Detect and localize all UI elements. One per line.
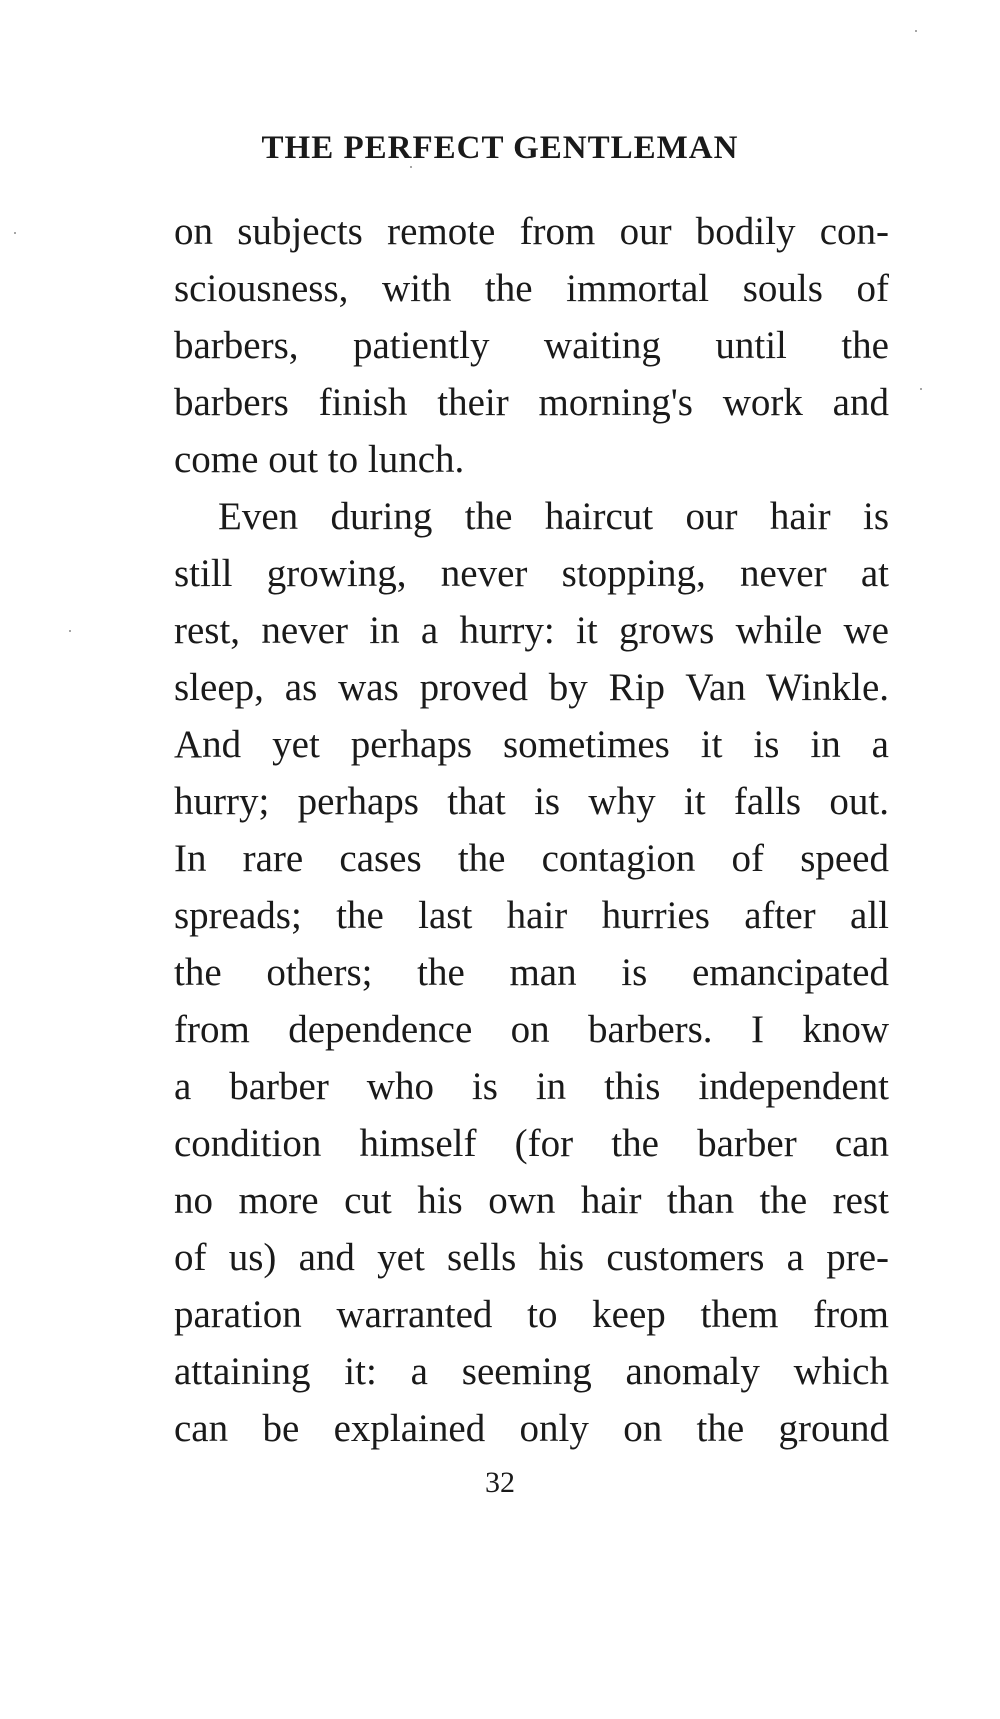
text-line: paration warranted to keep them from (174, 1293, 889, 1336)
text-line: hurry; perhaps that is why it falls out. (174, 780, 889, 823)
paragraph-start-line: Even during the haircut our hair is (218, 495, 889, 538)
text-line: still growing, never stopping, never at (174, 552, 889, 595)
scan-speck (410, 166, 412, 168)
text-line: can be explained only on the ground (174, 1407, 889, 1450)
text-line: sleep, as was proved by Rip Van Winkle. (174, 666, 889, 709)
text-line: condition himself (for the barber can (174, 1122, 889, 1165)
text-line: sciousness, with the immortal souls of (174, 267, 889, 310)
text-line: of us) and yet sells his customers a pre- (174, 1236, 889, 1279)
text-line: barbers finish their morning's work and (174, 381, 889, 424)
text-line: rest, never in a hurry: it grows while we (174, 609, 889, 652)
scan-speck (14, 232, 16, 234)
text-line: In rare cases the contagion of speed (174, 837, 889, 880)
text-line: barbers, patiently waiting until the (174, 324, 889, 367)
scan-speck (69, 630, 71, 632)
running-head: THE PERFECT GENTLEMAN (261, 130, 739, 166)
text-line: from dependence on barbers. I know (174, 1008, 889, 1051)
text-line: come out to lunch. (174, 438, 465, 481)
text-line: on subjects remote from our bodily con- (174, 210, 889, 253)
text-line: a barber who is in this independent (174, 1065, 889, 1108)
text-line: the others; the man is emancipated (174, 951, 889, 994)
scan-speck (920, 388, 922, 390)
text-line: no more cut his own hair than the rest (174, 1179, 889, 1222)
body-text (174, 203, 889, 1457)
text-line: attaining it: a seeming anomaly which (174, 1350, 889, 1393)
text-line: And yet perhaps sometimes it is in a (174, 723, 889, 766)
page-number: 32 (485, 1466, 515, 1499)
text-line: spreads; the last hair hurries after all (174, 894, 889, 937)
scan-speck (915, 30, 917, 32)
